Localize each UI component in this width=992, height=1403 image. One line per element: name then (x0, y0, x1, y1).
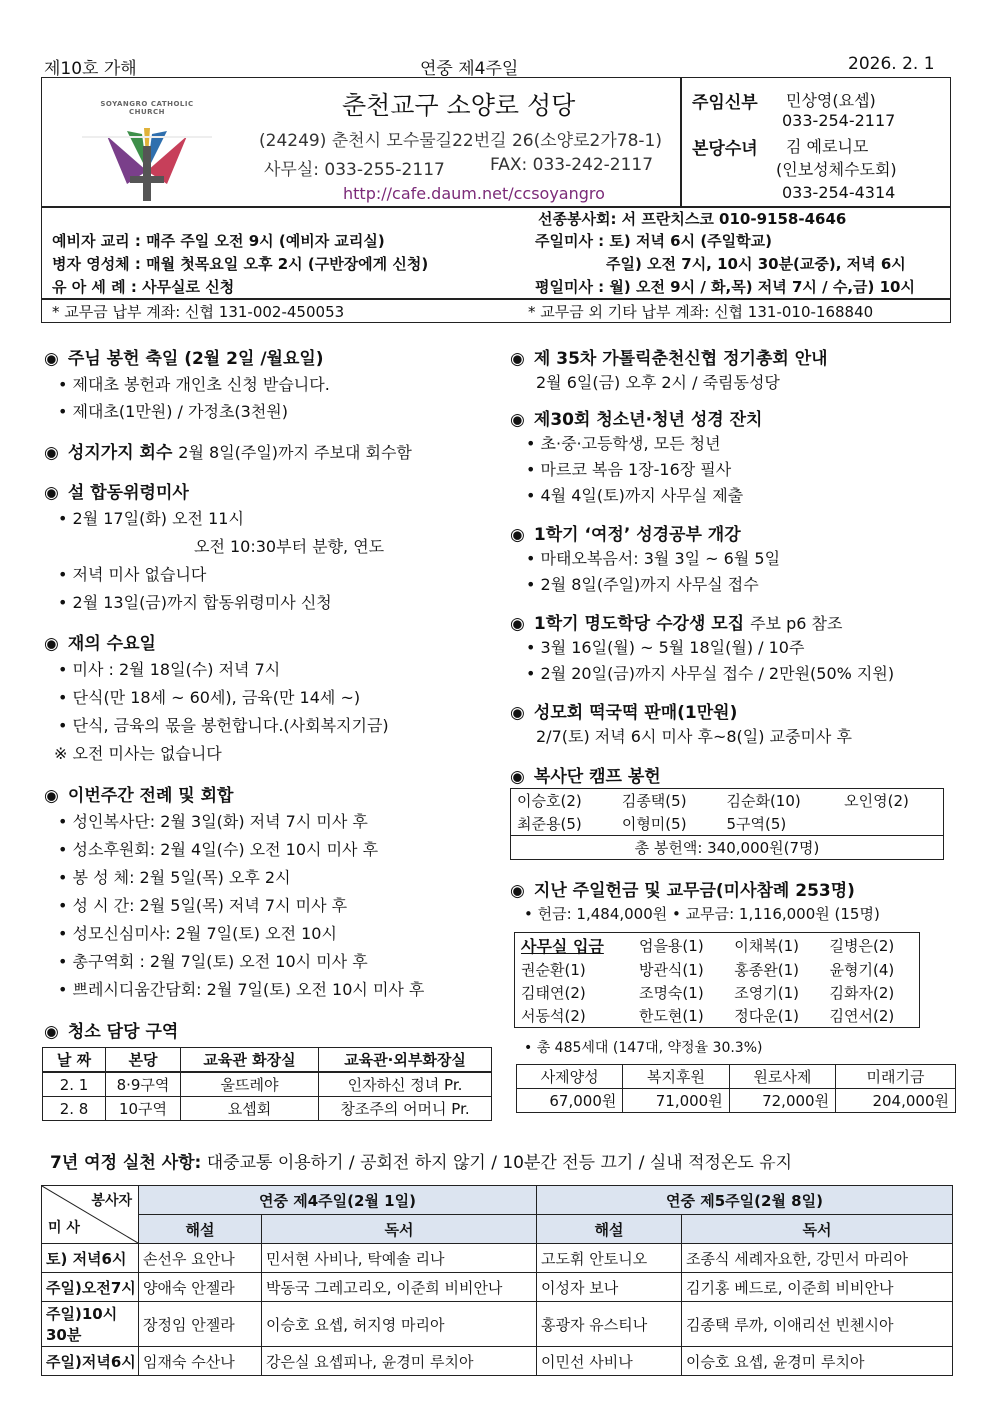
table-header-row (42, 1186, 953, 1215)
list-item: • 제대초 봉헌과 개인초 신청 받습니다. (58, 372, 330, 395)
list-item: • 제대초(1만원) / 가정초(3천원) (58, 399, 288, 422)
list-item: • 저녁 미사 없습니다 (58, 562, 206, 585)
fax-number: FAX: 033-242-2117 (490, 155, 654, 175)
funeral-service: 선종봉사회: 서 프란치스코 010-9158-4646 (538, 210, 847, 228)
week1-header: 연중 제4주일(2월 1일) (139, 1186, 537, 1215)
list-item: • 봉 성 체: 2월 5일(목) 오후 2시 (58, 865, 291, 888)
list-item-detail: 오전 10:30부터 분향, 연도 (194, 537, 385, 556)
table-cell: 박동국 그레고리오, 이준희 비비안나 (262, 1273, 537, 1302)
pastor-name: 민상영(요셉) (786, 91, 876, 110)
list-item: • 성 시 간: 2월 5일(목) 저녁 7시 미사 후 (58, 893, 347, 916)
section-bullet-icon: ◉ (510, 349, 525, 369)
mass-time: 주일)10시30분 (42, 1302, 139, 1347)
table-cell: 장정임 안젤라 (139, 1302, 262, 1347)
table-header: 미래기금 (836, 1065, 956, 1089)
section-bible-festival: ◉ 제30회 청소년·청년 성경 잔치 (510, 410, 763, 430)
table-cell: 인자하신 정녀 Pr. (319, 1072, 492, 1097)
section-credit-union: ◉ 제 35차 가톨릭춘천신협 정기총회 안내 (510, 349, 828, 369)
household-count: • 총 485세대 (147대, 약정율 30.3%) (524, 1040, 763, 1056)
table-header-row (517, 1065, 956, 1089)
detail: 2/7(토) 저녁 6시 미사 후~8(일) 교중미사 후 (536, 727, 852, 746)
mass-time: 주일)오전7시 (42, 1273, 139, 1302)
liturgical-season: 연중 제4주일 (420, 59, 519, 79)
account-other: * 교무금 외 기타 납부 계좌: 신협 131-010-168840 (528, 303, 874, 321)
table-cell: 5구역(5) (726, 815, 787, 833)
list-item: • 2월 17일(화) 오전 11시 (58, 506, 244, 529)
table-cell: 이승호(2) (517, 792, 582, 810)
cleaning-table (42, 1047, 492, 1121)
table-cell: 이성자 보나 (537, 1273, 682, 1302)
table-row (515, 1004, 920, 1028)
pastor-label: 주임신부 (692, 93, 758, 113)
list-item: • 2월 8일(주일)까지 사무실 접수 (526, 572, 759, 595)
table-row (42, 1244, 953, 1273)
list-item: • 쁘레시디움간담회: 2월 7일(토) 오전 10시 미사 후 (58, 977, 424, 1000)
section-bullet-icon: ◉ (510, 767, 525, 787)
table-cell: 울뜨레야 (181, 1072, 319, 1097)
section-bullet-icon: ◉ (510, 525, 525, 545)
week2-header: 연중 제5주일(2월 8일) (537, 1186, 953, 1215)
section-bullet-icon: ◉ (44, 786, 59, 806)
section-palm-collection: ◉ 성지가지 회수 2월 8일(주일)까지 주보대 회수함 (44, 443, 412, 463)
table-cell: 김태연(2) (521, 984, 586, 1002)
section-bullet-icon: ◉ (510, 881, 525, 901)
nun-order: (인보성체수도회) (776, 160, 897, 179)
table-row (515, 958, 920, 981)
table-cell: 손선우 요안나 (139, 1244, 262, 1273)
table-cell: 윤형기(4) (829, 961, 895, 979)
mass-time: 주일)저녁6시 (42, 1347, 139, 1376)
section-last-offering: ◉ 지난 주일헌금 및 교무금(미사참례 253명) (510, 881, 855, 901)
deposit-label: 사무실 입금 (521, 937, 604, 956)
table-row (511, 812, 944, 836)
list-item: • 미사 : 2월 18일(수) 저녁 7시 (58, 657, 280, 680)
table-cell: 민서현 사비나, 탁예솔 리나 (262, 1244, 537, 1273)
section-bullet-icon: ◉ (44, 634, 59, 654)
table-cell: 204,000원 (836, 1089, 956, 1113)
table-cell: 고도휘 안토니오 (537, 1244, 682, 1273)
sunday-mass-times: 주일) 오전 7시, 10시 30분(교중), 저녁 6시 (606, 255, 906, 273)
table-cell: 김연서(2) (829, 1007, 895, 1025)
table-header-row (43, 1048, 492, 1073)
table-cell: 홍종완(1) (734, 961, 799, 979)
sunday-mass-saturday: 주일미사 : 토) 저녁 6시 (주일학교) (535, 232, 772, 250)
section-myeongdo: ◉ 1학기 명도학당 수강생 모집 주보 p6 참조 (510, 614, 843, 634)
list-item: • 3월 16일(월) ~ 5월 18일(월) / 10주 (526, 635, 804, 658)
weekday-mass: 평일미사 : 월) 오전 9시 / 화,목) 저녁 7시 / 수,금) 10시 (535, 278, 915, 296)
table-cell: 김기홍 베드로, 이준희 비비안나 (682, 1273, 953, 1302)
table-cell: 이민선 사비나 (537, 1347, 682, 1376)
camp-table (510, 788, 944, 860)
table-cell: 강은실 요셉피나, 윤경미 루치아 (262, 1347, 537, 1376)
table-corner: 봉사자 미 사 (42, 1186, 139, 1244)
practice-text: 대중교통 이용하기 / 공회전 하지 않기 / 10분간 전등 끄기 / 실내 적정온도 유지 (206, 1153, 793, 1173)
list-item: • 단식, 금육의 몫을 봉헌합니다.(사회복지기금) (58, 713, 389, 736)
table-header: 원로사제 (729, 1065, 835, 1089)
sick-communion: 병자 영성체 : 매월 첫목요일 오후 2시 (구반장에게 신청) (52, 255, 429, 273)
office-phone: 사무실: 033-255-2117 (264, 160, 445, 180)
section-memorial-mass: ◉ 설 합동위령미사 (44, 483, 189, 503)
section-bullet-icon: ◉ (510, 410, 525, 430)
table-cell: 10구역 (106, 1097, 181, 1121)
list-item: • 성인복사단: 2월 3일(화) 저녁 7시 미사 후 (58, 809, 368, 832)
table-cell: 김종택(5) (621, 792, 687, 810)
table-cell: 창조주의 어머니 Pr. (319, 1097, 492, 1121)
church-name: 춘천교구 소양로 성당 (342, 91, 576, 120)
section-bullet-icon: ◉ (44, 483, 59, 503)
table-cell: 2. 8 (43, 1097, 106, 1121)
table-cell: 양애숙 안젤라 (139, 1273, 262, 1302)
table-row (42, 1302, 953, 1347)
table-cell (838, 812, 943, 836)
table-cell: 이형미(5) (621, 815, 687, 833)
table-cell: 오인영(2) (844, 792, 909, 810)
practice-label: 7년 여정 실천 사항: (50, 1153, 202, 1173)
table-header: 독서 (682, 1215, 953, 1244)
issue-date: 2026. 2. 1 (848, 54, 935, 74)
list-item: • 성소후원회: 2월 4일(수) 오전 10시 미사 후 (58, 837, 378, 860)
section-rice-cake: ◉ 성모회 떡국떡 판매(1만원) (510, 703, 738, 723)
table-cell: 김화자(2) (829, 984, 895, 1002)
table-cell: 권순환(1) (521, 961, 586, 979)
detail: 2월 6일(금) 오후 2시 / 죽림동성당 (536, 373, 780, 392)
fund-table (516, 1064, 956, 1113)
table-cell: 길병은(2) (829, 937, 895, 955)
section-bible-study: ◉ 1학기 ‘여정’ 성경공부 개강 (510, 525, 741, 545)
table-cell: 한도현(1) (638, 1007, 704, 1025)
table-header: 날 짜 (43, 1048, 106, 1073)
table-cell: 김종택 루까, 이애리선 빈첸시아 (682, 1302, 953, 1347)
table-cell: 엄을용(1) (638, 937, 704, 955)
church-logo: SOYANGRO CATHOLIC CHURCH (82, 100, 212, 200)
table-cell: 이승호 요셉, 윤경미 루치아 (682, 1347, 953, 1376)
table-header: 사제양성 (517, 1065, 623, 1089)
nun-name: 김 예로니모 (786, 137, 869, 156)
nun-label: 본당수녀 (692, 139, 758, 159)
section-cleaning: ◉ 청소 담당 구역 (44, 1022, 179, 1042)
catechumen-info: 예비자 교리 : 매주 주일 오전 9시 (예비자 교리실) (52, 232, 385, 250)
section-bullet-icon: ◉ (44, 349, 59, 369)
table-cell: 서동석(2) (521, 1007, 586, 1025)
table-cell: 김순화(10) (726, 792, 801, 810)
table-row (511, 789, 944, 813)
section-ash-wednesday: ◉ 재의 수요일 (44, 634, 156, 654)
table-cell: 71,000원 (623, 1089, 729, 1113)
list-item: • 총구역회 : 2월 7일(토) 오전 10시 미사 후 (58, 949, 368, 972)
table-header-row (42, 1215, 953, 1244)
table-cell: 67,000원 (517, 1089, 623, 1113)
section-bullet-icon: ◉ (510, 703, 525, 723)
table-cell: 방관식(1) (638, 961, 704, 979)
list-item: • 성모신심미사: 2월 7일(토) 오전 10시 (58, 921, 337, 944)
note: ※ 오전 미사는 없습니다 (54, 744, 222, 763)
table-row (511, 836, 944, 860)
pastor-phone: 033-254-2117 (782, 111, 896, 130)
table-header: 본당 (106, 1048, 181, 1073)
list-item: • 초·중·고등학생, 모든 청년 (526, 431, 721, 454)
issue-number: 제10호 가해 (44, 59, 137, 79)
list-item: • 마태오복음서: 3월 3일 ~ 6월 5일 (526, 546, 780, 569)
table-header: 교육관 화장실 (181, 1048, 319, 1073)
section-bullet-icon: ◉ (510, 614, 525, 634)
table-cell: 이승호 요셉, 허지영 마리아 (262, 1302, 537, 1347)
table-row (515, 981, 920, 1004)
deposit-table (514, 932, 920, 1028)
mass-time: 토) 저녁6시 (42, 1244, 139, 1273)
table-cell: 이채복(1) (734, 937, 799, 955)
table-cell: 요셉회 (181, 1097, 319, 1121)
table-header: 교육관·외부화장실 (319, 1048, 492, 1073)
list-item: • 2월 13일(금)까지 합동위령미사 신청 (58, 590, 332, 613)
table-row (43, 1072, 492, 1097)
table-cell: 8·9구역 (106, 1072, 181, 1097)
table-header: 복지후원 (623, 1065, 729, 1089)
section-bullet-icon: ◉ (44, 1022, 59, 1042)
table-header: 독서 (262, 1215, 537, 1244)
table-header: 해설 (537, 1215, 682, 1244)
table-row (42, 1273, 953, 1302)
table-cell: 홍광자 유스티나 (537, 1302, 682, 1347)
table-row (515, 933, 920, 959)
section-bullet-icon: ◉ (44, 443, 59, 463)
table-cell: 최준용(5) (517, 815, 582, 833)
table-cell: 72,000원 (729, 1089, 835, 1113)
table-cell: 임재숙 수산나 (139, 1347, 262, 1376)
nun-phone: 033-254-4314 (782, 183, 896, 202)
table-cell: 조명숙(1) (638, 984, 704, 1002)
camp-total: 총 봉헌액: 340,000원(7명) (511, 836, 944, 860)
table-cell: 조영기(1) (734, 984, 799, 1002)
table-row (43, 1097, 492, 1121)
table-row (517, 1089, 956, 1113)
section-weekly-meetings: ◉ 이번주간 전례 및 회합 (44, 786, 234, 806)
section-altar-camp: ◉ 복사단 캠프 봉헌 (510, 767, 661, 787)
table-cell: 정다운(1) (734, 1007, 799, 1025)
infant-baptism: 유 아 세 례 : 사무실로 신청 (52, 278, 235, 296)
logo-cross-icon (82, 116, 212, 206)
list-item: • 단식(만 18세 ~ 60세), 금육(만 14세 ~) (58, 685, 360, 708)
list-item: • 마르코 복음 1장-16장 필사 (526, 457, 731, 480)
section-presentation-feast: ◉ 주님 봉헌 축일 (2월 2일 /월요일) (44, 349, 324, 369)
table-cell: 조종식 세례자요한, 강민서 마리아 (682, 1244, 953, 1273)
offering-summary: • 헌금: 1,484,000원 • 교무금: 1,116,000원 (15명) (524, 905, 880, 923)
cafe-link[interactable]: http://cafe.daum.net/ccsoyangro (343, 184, 605, 203)
list-item: • 4월 4일(토)까지 사무실 제출 (526, 483, 743, 506)
table-header: 해설 (139, 1215, 262, 1244)
ministry-table (41, 1185, 953, 1376)
account-main: * 교무금 납부 계좌: 신협 131-002-450053 (52, 303, 345, 321)
list-item: • 2월 20일(금)까지 사무실 접수 / 2만원(50% 지원) (526, 661, 894, 684)
practice-line (50, 1148, 792, 1173)
table-cell: 2. 1 (43, 1072, 106, 1097)
table-row (42, 1347, 953, 1376)
church-address: (24249) 춘천시 모수물길22번길 26(소양로2가78-1) (259, 131, 662, 151)
